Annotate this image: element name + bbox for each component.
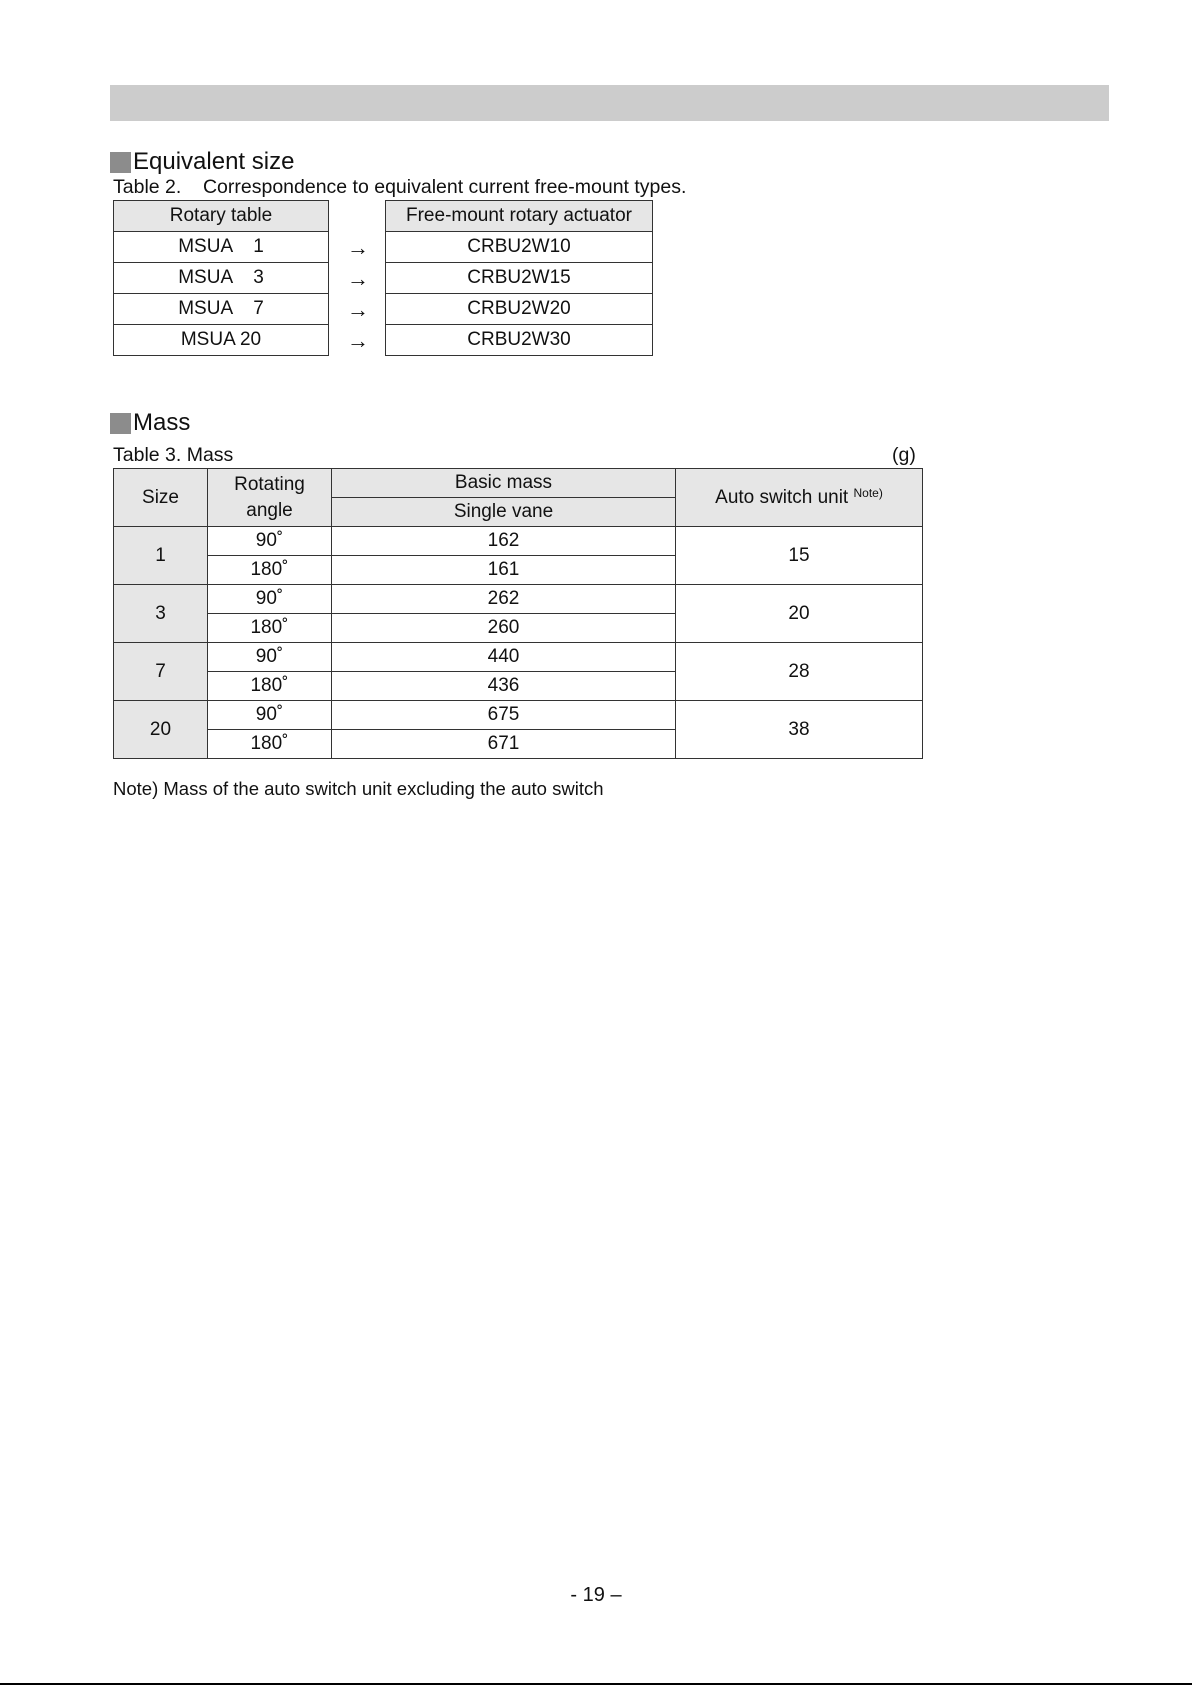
auto-switch-unit-label: Auto switch unit: [715, 487, 849, 508]
angle-cell: 90˚: [208, 701, 332, 730]
arrow-icon: →: [347, 235, 369, 260]
actuator-table-list: [385, 200, 653, 356]
rotating-angle-line-2: angle: [246, 499, 293, 521]
equivalent-size-title: Equivalent size: [133, 148, 295, 175]
actuator-cell: CRBU2W30: [386, 325, 653, 356]
rotating-angle-header: [208, 469, 332, 527]
actuator-cell: CRBU2W10: [386, 232, 653, 263]
mass-cell: 440: [332, 643, 676, 672]
unit-label: (g): [892, 444, 916, 466]
mass-title: Mass: [133, 409, 191, 436]
mass-table: [113, 468, 923, 759]
angle-cell: 180˚: [208, 672, 332, 701]
arrow-icon: →: [347, 266, 369, 291]
rotating-angle-line-1: Rotating: [234, 473, 305, 495]
arrow-icon: →: [347, 328, 369, 353]
auto-switch-cell: 28: [676, 643, 923, 701]
equivalent-size-heading: [110, 148, 294, 176]
actuator-cell: CRBU2W20: [386, 294, 653, 325]
size-cell: 7: [114, 643, 208, 701]
note-mark: Note): [853, 486, 883, 500]
square-bullet-icon: [110, 413, 131, 434]
size-cell: 1: [114, 527, 208, 585]
auto-switch-cell: 15: [676, 527, 923, 585]
mass-cell: 675: [332, 701, 676, 730]
auto-switch-cell: 20: [676, 585, 923, 643]
auto-switch-cell: 38: [676, 701, 923, 759]
rotary-table-list: [113, 200, 329, 356]
actuator-header: Free-mount rotary actuator: [386, 201, 653, 232]
mass-heading: [110, 409, 190, 437]
header-bar: [110, 85, 1109, 121]
angle-cell: 90˚: [208, 643, 332, 672]
angle-cell: 180˚: [208, 614, 332, 643]
single-vane-header: Single vane: [332, 498, 676, 527]
square-bullet-icon: [110, 152, 131, 173]
angle-cell: 90˚: [208, 527, 332, 556]
table-3-caption: Table 3. Mass: [113, 444, 234, 466]
actuator-cell: CRBU2W15: [386, 263, 653, 294]
mass-cell: 671: [332, 730, 676, 759]
basic-mass-header: Basic mass: [332, 469, 676, 498]
table-2-caption: Table 2. Correspondence to equivalent current free-mount types.: [113, 176, 687, 198]
rotary-table-header: Rotary table: [114, 201, 329, 232]
angle-cell: 90˚: [208, 585, 332, 614]
rotary-table-cell: MSUA 3: [114, 263, 329, 294]
arrow-icon: →: [347, 297, 369, 322]
size-cell: 3: [114, 585, 208, 643]
mass-cell: 161: [332, 556, 676, 585]
size-header: Size: [114, 469, 208, 527]
auto-switch-unit-header: [676, 469, 923, 527]
mass-cell: 436: [332, 672, 676, 701]
rotary-table-cell: MSUA 1: [114, 232, 329, 263]
angle-cell: 180˚: [208, 730, 332, 759]
mass-cell: 262: [332, 585, 676, 614]
size-cell: 20: [114, 701, 208, 759]
mass-cell: 162: [332, 527, 676, 556]
page-number: - 19 –: [570, 1584, 622, 1606]
rotary-table-cell: MSUA 20: [114, 325, 329, 356]
mass-footnote: Note) Mass of the auto switch unit excluding the auto switch: [113, 778, 604, 799]
mass-cell: 260: [332, 614, 676, 643]
angle-cell: 180˚: [208, 556, 332, 585]
rotary-table-cell: MSUA 7: [114, 294, 329, 325]
